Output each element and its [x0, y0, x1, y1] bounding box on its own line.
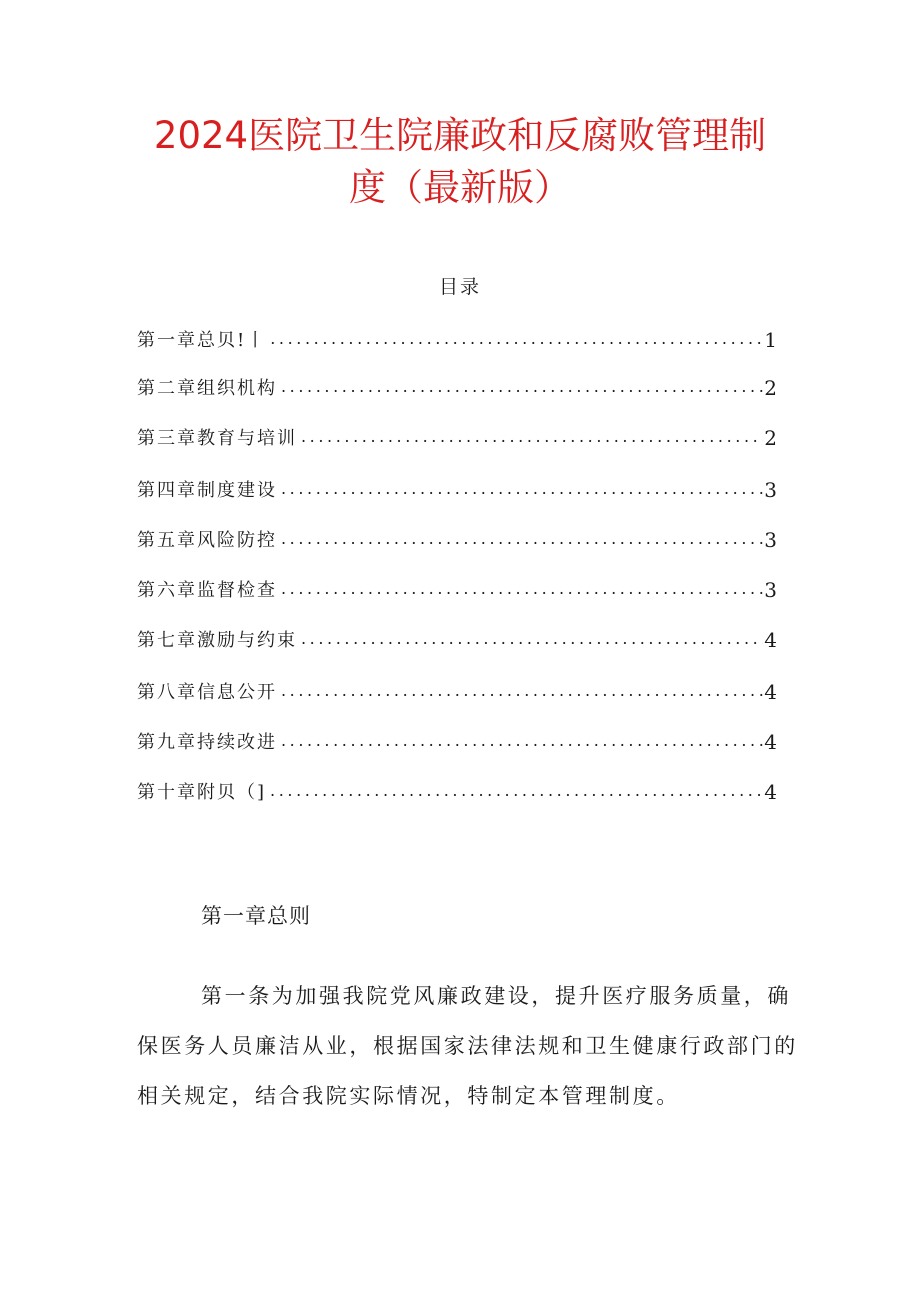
toc-entry-page: 2 [764, 376, 777, 400]
toc-leader-dots [281, 730, 763, 754]
toc-entry[interactable] [137, 622, 777, 652]
toc-leader-dots [281, 528, 763, 552]
toc-entry-page: 4 [764, 628, 777, 652]
toc-leader-dots [301, 628, 763, 652]
toc-entry-label: 第三章教育与培训 [137, 428, 297, 449]
toc-entry-page: 4 [764, 730, 777, 754]
toc-leader-dots [281, 680, 763, 704]
toc-entry-page: 3 [764, 528, 777, 552]
toc-entry-page: 3 [764, 578, 777, 602]
toc-heading: 目录 [438, 276, 481, 298]
toc-entry-label: 第四章制度建设 [137, 480, 277, 501]
toc-leader-dots [281, 478, 763, 502]
chapter-heading: 第一章总则 [201, 904, 311, 928]
toc-entry-page: 4 [764, 680, 777, 704]
toc-entry-label: 第二章组织机构 [137, 378, 277, 399]
toc-entry[interactable] [137, 774, 777, 804]
toc-entry-label: 第十章附贝（] [137, 782, 267, 803]
toc-entry[interactable] [137, 674, 777, 704]
toc-leader-dots [270, 780, 763, 804]
document-title-line-1: 2024医院卫生院廉政和反腐败管理制 [153, 114, 767, 157]
toc-entry-label: 第八章信息公开 [137, 682, 277, 703]
toc-entry[interactable] [137, 370, 777, 400]
toc-leader-dots [281, 376, 763, 400]
toc-entry-page: 3 [764, 478, 777, 502]
toc-entry-page: 4 [764, 780, 777, 804]
toc-entry[interactable] [137, 724, 777, 754]
toc-leader-dots [301, 426, 763, 450]
toc-entry-label: 第五章风险防控 [137, 530, 277, 551]
toc-entry-page: 2 [764, 426, 777, 450]
toc-entry[interactable] [137, 572, 777, 602]
body-text-line: 第一条为加强我院党风廉政建设，提升医疗服务质量，确 [201, 984, 791, 1008]
toc-entry-label: 第九章持续改进 [137, 732, 277, 753]
toc-leader-dots [281, 578, 763, 602]
toc-entry[interactable] [137, 322, 777, 352]
toc-entry[interactable] [137, 472, 777, 502]
body-text-line: 相关规定，结合我院实际情况，特制定本管理制度。 [137, 1084, 680, 1108]
toc-entry[interactable] [137, 420, 777, 450]
toc-entry-label: 第七章激励与约束 [137, 630, 297, 651]
body-text-line: 保医务人员廉洁从业，根据国家法律法规和卫生健康行政部门的 [137, 1034, 798, 1058]
toc-leader-dots [270, 328, 763, 352]
toc-entry-label: 第六章监督检查 [137, 580, 277, 601]
document-title-line-2: 度（最新版） [349, 166, 571, 209]
toc-entry[interactable] [137, 522, 777, 552]
toc-entry-label: 第一章总贝!丨 [137, 330, 267, 351]
toc-entry-page: 1 [764, 328, 777, 352]
